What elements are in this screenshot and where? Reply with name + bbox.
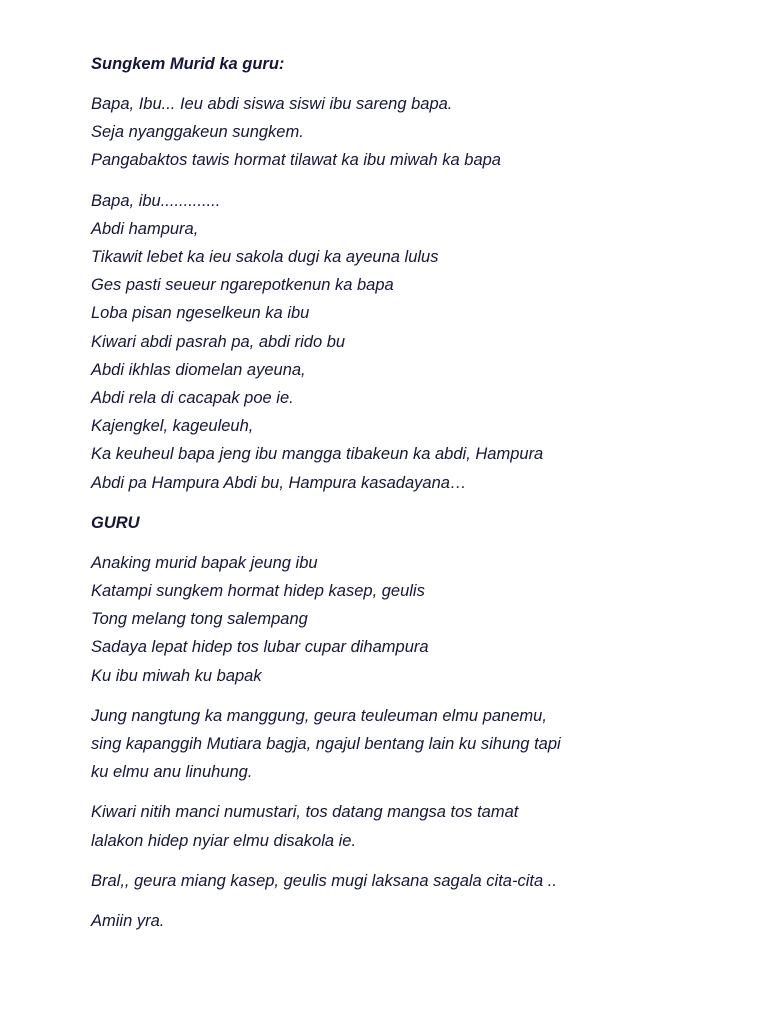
guru-paragraph-2 (91, 702, 691, 787)
text-line: Jung nangtung ka manggung, geura teuleuman elmu panemu, (91, 706, 547, 725)
intro-paragraph (91, 90, 691, 175)
closing-paragraph (91, 907, 691, 935)
text-line: Ku ibu miwah ku bapak (91, 666, 262, 685)
text-line: Kiwari abdi pasrah pa, abdi rido bu (91, 332, 346, 351)
text-line: Abdi pa Hampura Abdi bu, Hampura kasadayana… (91, 473, 467, 492)
text-line: Ka keuheul bapa jeng ibu mangga tibakeun ka abdi, Hampura (91, 445, 544, 464)
guru-heading: GURU (91, 513, 140, 532)
text-line: Abdi rela di cacapak poe ie. (91, 389, 294, 408)
text-line: Abdi hampura, (91, 219, 199, 238)
text-line: Ges pasti seueur ngarepotkenun ka bapa (91, 276, 394, 295)
text-line: Tong melang tong salempang (91, 610, 308, 629)
text-line: Katampi sungkem hormat hidep kasep, geulis (91, 582, 425, 601)
guru-paragraph-1 (91, 549, 691, 690)
document-page (91, 50, 691, 947)
text-line: Anaking murid bapak jeung ibu (91, 553, 318, 572)
text-line: Kajengkel, kageuleuh, (91, 417, 254, 436)
text-line: Bapa, Ibu... Ieu abdi siswa siswi ibu sareng bapa. (91, 95, 453, 113)
text-line: Seja nyanggakeun sungkem. (91, 123, 304, 142)
text-line: sing kapanggih Mutiara bagja, ngajul bentang lain ku sihung tapi (91, 735, 561, 754)
text-line: Bral,, geura miang kasep, geulis mugi laksana sagala cita-cita .. (91, 871, 557, 890)
text-line: Abdi ikhlas diomelan ayeuna, (91, 360, 306, 379)
text-line: Loba pisan ngeselkeun ka ibu (91, 304, 310, 323)
text-line: Tikawit lebet ka ieu sakola dugi ka ayeuna lulus (91, 248, 439, 267)
guru-paragraph-3 (91, 798, 691, 854)
text-line: ku elmu anu linuhung. (91, 763, 253, 782)
closing-line: Amiin yra. (91, 912, 165, 931)
document-title: Sungkem Murid ka guru: (91, 55, 285, 73)
guru-paragraph-4 (91, 867, 691, 895)
student-paragraph (91, 187, 691, 497)
text-line: lalakon hidep nyiar elmu disakola ie. (91, 831, 357, 850)
text-line: Bapa, ibu............. (91, 191, 221, 210)
text-line: Kiwari nitih manci numustari, tos datang mangsa tos tamat (91, 803, 519, 822)
text-line: Sadaya lepat hidep tos lubar cupar dihampura (91, 638, 429, 657)
text-line: Pangabaktos tawis hormat tilawat ka ibu miwah ka bapa (91, 151, 501, 170)
